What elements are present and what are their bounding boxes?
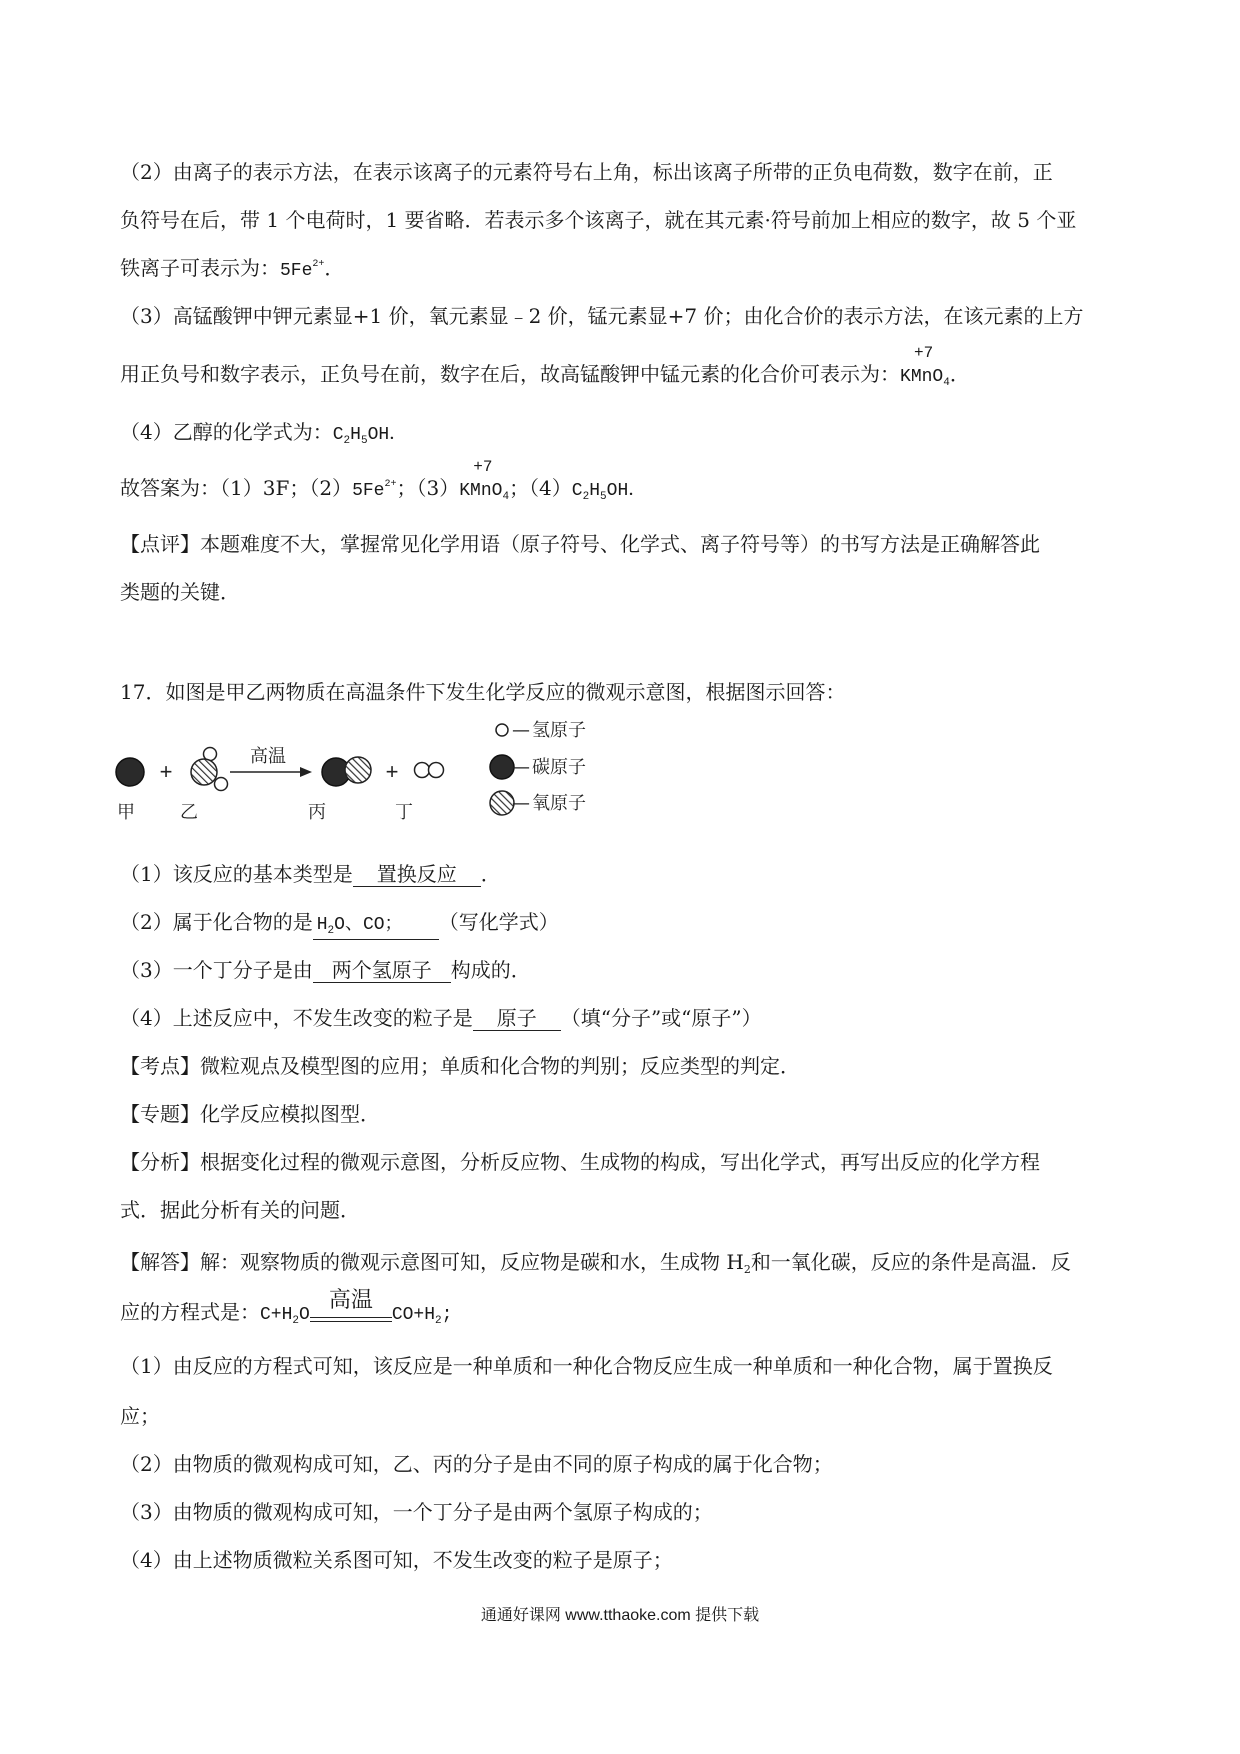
hydrogen-atom-yi-2 <box>215 778 228 791</box>
oxygen-atom-bing <box>345 757 371 783</box>
arrow-head <box>300 767 312 777</box>
condition-label: 高温 <box>250 746 286 767</box>
label-bing: 丙 <box>308 802 326 822</box>
answer-blank-1: 置换反应 <box>353 862 481 887</box>
kaodian: 【考点】微粒观点及模型图的应用；单质和化合物的判别；反应类型的判定． <box>120 1054 800 1078</box>
para3-line1: （3）高锰酸钾中钾元素显+1 价，氧元素显﹣2 价，锰元素显+7 价；由化合价的表示方法，在该元素的上方 <box>120 304 1084 328</box>
oxygen-atom-yi <box>191 759 217 785</box>
solution-1b: 应； <box>120 1404 160 1428</box>
para2-line2: 负符号在后，带 1 个电荷时，1 要省略．若表示多个该离子，就在其元素·符号前加上相应的数字，故 5 个亚 <box>120 208 1077 232</box>
solution-4: （4）由上述物质微粒关系图可知，不发生改变的粒子是原子； <box>120 1548 673 1572</box>
q17-sub4: （4）上述反应中，不发生改变的粒子是 原子 （填“分子”或“原子”） <box>120 1006 762 1030</box>
legend-oxygen-icon <box>490 791 514 815</box>
review-line1: 【点评】本题难度不大，掌握常见化学用语（原子符号、化学式、离子符号等）的书写方法是正确解答此 <box>120 532 1040 556</box>
kmno4-answer: +7 KMnO$_4$ <box>459 458 510 503</box>
hydrogen-atom-ding-1 <box>415 763 430 778</box>
legend-hydrogen-icon <box>496 724 508 736</box>
kmno4-valence: +7 KMnO$_4$ <box>900 344 950 389</box>
legend-carbon-icon <box>490 755 514 779</box>
jieda-line2: 应的方程式是：$C+H_2O$ 高温 $CO+H_2$; <box>120 1287 453 1327</box>
answer-blank-3: 两个氢原子 <box>313 958 451 983</box>
jieda-line1: 【解答】解：观察物质的微观示意图可知，反应物是碳和水，生成物 $H_2$和一氧化碳，反应的条件是高温．反 <box>120 1250 1071 1276</box>
text: 铁离子可表示为： <box>120 256 280 280</box>
para2-line1: （2）由离子的表示方法，在表示该离子的元素符号右上角，标出该离子所带的正负电荷数，数字在前，正 <box>120 160 1053 184</box>
answer-blank-4: 原子 <box>473 1006 561 1031</box>
plus-sign-1: + <box>159 759 173 784</box>
plus-sign-2: + <box>385 759 399 784</box>
solution-2: （2）由物质的微观构成可知，乙、丙的分子是由不同的原子构成的属于化合物； <box>120 1452 833 1476</box>
q17-sub2: （2）属于化合物的是 $H_2O$、CO； （写化学式） <box>120 908 1130 940</box>
ion-formula: $5Fe^{2+}$ <box>280 259 325 281</box>
carbon-atom-jia <box>116 758 144 786</box>
review-line2: 类题的关键． <box>120 580 240 604</box>
label-jia: 甲 <box>117 802 135 822</box>
legend-carbon: 碳原子 <box>532 757 586 778</box>
question17-title: 17．如图是甲乙两物质在高温条件下发生化学反应的微观示意图，根据图示回答： <box>120 680 846 704</box>
zhuanti: 【专题】化学反应模拟图型． <box>120 1102 380 1126</box>
legend-hydrogen: 氢原子 <box>532 720 586 741</box>
solution-1a: （1）由反应的方程式可知，该反应是一种单质和一种化合物反应生成一种单质和一种化合物，属于置换反 <box>120 1354 1053 1378</box>
legend-dash-3: — <box>512 793 530 814</box>
hydrogen-atom-ding-2 <box>429 763 444 778</box>
para2-line3: 铁离子可表示为：$5Fe^{2+}$． <box>120 256 345 281</box>
fenxi-line2: 式．据此分析有关的问题． <box>120 1198 360 1222</box>
reaction-diagram <box>100 712 720 822</box>
equation-condition: 高温 <box>310 1300 392 1328</box>
page-footer: 通通好课网 www.tthaoke.com 提供下载 <box>480 1607 760 1624</box>
legend-dash-2: — <box>512 757 530 778</box>
legend-oxygen: 氧原子 <box>532 793 586 814</box>
ethanol-formula: $C_2H_5OH$． <box>332 425 408 447</box>
fenxi-line1: 【分析】根据变化过程的微观示意图，分析反应物、生成物的构成，写出化学式，再写出反应的化学方程 <box>120 1150 1040 1174</box>
para3-line2: 用正负号和数字表示，正负号在前，数字在后，故高锰酸钾中锰元素的化合价可表示为： +7 KMnO$_4$． <box>120 360 1130 393</box>
legend-dash-1: — <box>512 720 530 741</box>
answer-blank-2: $H_2O$、CO； <box>313 913 439 940</box>
label-yi: 乙 <box>180 802 198 822</box>
reaction-equation: $C+H_2O$ 高温 $CO+H_2$; <box>260 1287 453 1327</box>
q17-sub1: （1）该反应的基本类型是 置换反应 ． <box>120 862 501 886</box>
label-ding: 丁 <box>395 802 413 822</box>
solution-3: （3）由物质的微观构成可知，一个丁分子是由两个氢原子构成的； <box>120 1500 713 1524</box>
q17-sub3: （3）一个丁分子是由 两个氢原子 构成的． <box>120 958 531 982</box>
para4: （4）乙醇的化学式为：$C_2H_5OH$． <box>120 420 408 447</box>
answer-line: 故答案为：（1）3F；$(2)5Fe^{2+}$；（3） +7 KMnO$_4$；$(4)C_2H_5OH$． <box>120 474 1130 508</box>
